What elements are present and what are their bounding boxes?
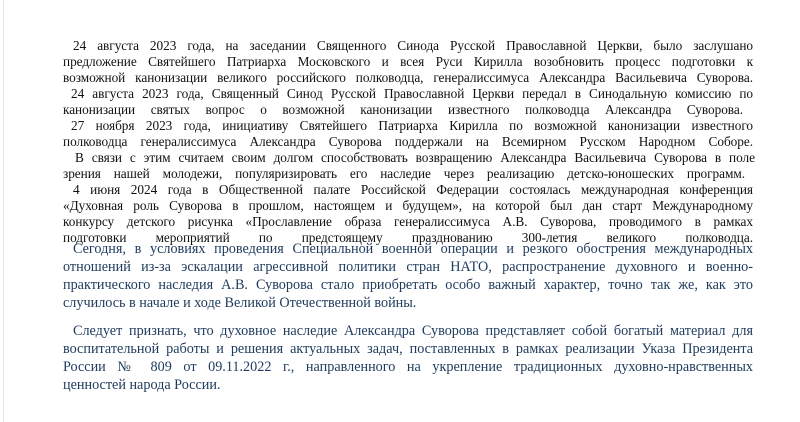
text-line: полководца генералиссимуса Александра Суворова поддержали на Всемирном Русском Народном Соборе. [63,134,753,149]
text-line: возможной канонизации великого российского полководца, генералиссимуса Александра Васильевича Суворова. [63,70,753,85]
text-line: подготовки мероприятий по предстоящему празднованию 300-летия великого полководца. [63,230,753,245]
text-line: России № 809 от 09.11.2022 г., направленного на укрепление традиционных духовно-нравственных [63,359,753,375]
text-line: воспитательной работы и решения актуальных задач, поставленных в рамках реализации Указа Президента [63,341,753,357]
text-line: отношений из-за эскалации агрессивной политики стран НАТО, распространение духовного и военно- [63,259,753,275]
text-line: 24 августа 2023 года, Священный Синод Русской Православной Церкви передал в Синодальную комиссию по [71,86,753,101]
text-line: случилось в начале и ходе Великой Отечественной войны. [63,295,417,311]
text-line: Сегодня, в условиях проведения Специальной военной операции и резкого обострения международных [73,241,753,257]
text-line: ценностей народа России. [63,377,221,393]
text-line: 27 ноября 2023 года, инициативу Святейшего Патриарха Кирилла по возможной канонизации известного [71,118,753,133]
text-line: зрения нашей молодежи, популяризировать его наследие через реализацию детско-юношеских программ. [63,166,745,181]
text-line: 24 августа 2023 года, на заседании Священного Синода Русской Православной Церкви, было заслушано [73,38,753,53]
text-line: «Духовная роль Суворова в прошлом, настоящем и будущем», на которой был дан старт Международному [63,198,753,213]
text-line: Следует признать, что духовное наследие Александра Суворова представляет собой богатый материал для [73,323,753,339]
page-edge-divider [3,0,4,422]
text-line: конкурсу детского рисунка «Прославление образа генералиссимуса А.В. Суворова, проводимого в рамках [63,214,753,229]
text-line: практического наследия А.В. Суворова стало приобретать особо важный характер, точно так же, как это [63,277,753,293]
text-line: предложение Святейшего Патриарха Московского и всея Руси Кирилла возобновить процесс подготовки к [63,54,753,69]
text-line: канонизации святых вопрос о возможной канонизации известного полководца Александра Суворова. [63,102,743,117]
text-line: В связи с этим считаем своим долгом способствовать возвращению Александра Васильевича Суворова в поле [75,150,755,165]
text-line: 4 июня 2024 года в Общественной палате Российской Федерации состоялась международная конференция [73,182,753,197]
